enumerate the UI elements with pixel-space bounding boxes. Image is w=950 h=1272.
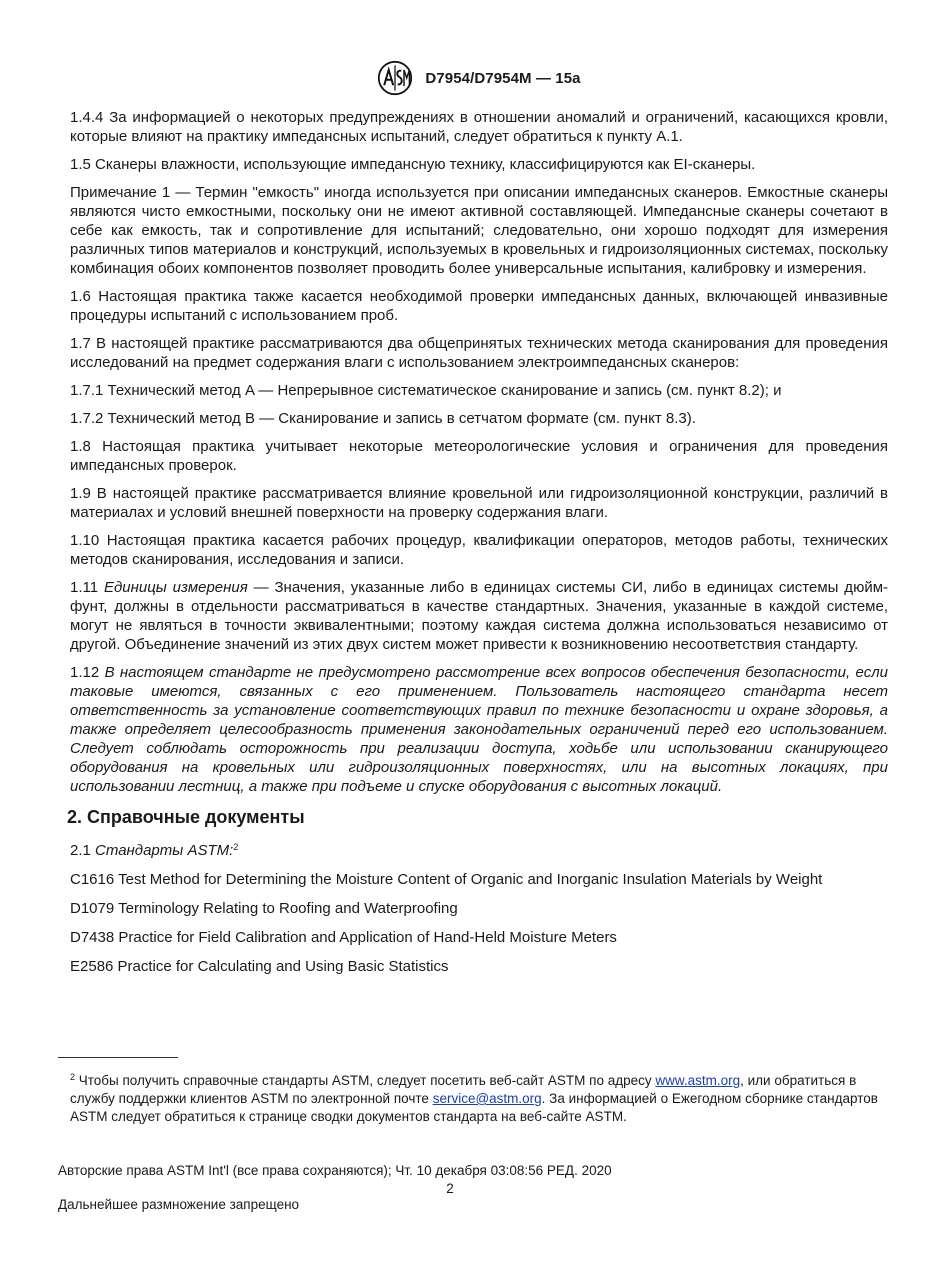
subsection-2-1 <box>70 838 888 860</box>
footnote-divider <box>58 1057 178 1058</box>
footnote-text <box>70 1068 894 1126</box>
footnote-text-part-2: , или обратиться в службу поддержки клиентов ASTM по электронной почте <box>70 1073 857 1106</box>
subsection-2-1-heading: Стандарты ASTM: <box>95 842 234 859</box>
paragraph-1-12-text: В настоящем стандарте не предусмотрено рассмотрение всех вопросов обеспечения безопасности, если таковые имеются, связанных с его применением. Пользователь настоящего стандарта несет ответственность за установление соответствующих правил по технике безопасности и охране здоровья, а также определяет целесообразность применения законодательных ограничений перед его использованием. Следует соблюдать осторожность при реализации доступа, ходьбе или использовании сканирующего оборудования на кровельных или гидроизоляционных поверхностях, или на высотных локациях, при использовании лестниц, а также при подъеме и спуске оборудования с высотных локаций. <box>70 664 888 795</box>
paragraph-1-11 <box>70 578 888 654</box>
page-number: 2 <box>446 1181 454 1196</box>
paragraph-1-4-4: 1.4.4 За информацией о некоторых предупреждениях в отношении аномалий и ограничений, касающихся кровли, которые влияют на практику импедансных испытаний, следует обратиться к пункту A.1. <box>70 109 888 145</box>
reproduction-notice: Дальнейшее размножение запрещено <box>58 1197 300 1212</box>
paragraph-1-7: 1.7 В настоящей практике рассматриваются два общепринятых технических метода сканирования для проведения исследований на предмет содержания влаги с использованием электроимпедансных сканеров: <box>70 335 888 371</box>
subsection-2-1-number: 2.1 <box>70 842 96 859</box>
page-header <box>0 60 950 96</box>
reference-item: D1079 Terminology Relating to Roofing and Waterproofing <box>70 900 458 917</box>
astm-logo-icon <box>377 60 413 96</box>
footnote-marker: 2 <box>70 1072 76 1082</box>
footnote-ref-2[interactable]: 2 <box>233 842 239 852</box>
paragraph-1-11-heading: Единицы измерения — <box>103 579 269 596</box>
reference-item: D7438 Practice for Field Calibration and Application of Hand-Held Moisture Meters <box>70 929 617 946</box>
paragraph-1-7-1: 1.7.1 Технический метод A — Непрерывное систематическое сканирование и запись (см. пункт 8.2); и <box>70 382 782 399</box>
astm-website-link[interactable]: www.astm.org <box>655 1073 741 1088</box>
service-email-link[interactable]: service@astm.org <box>432 1091 542 1106</box>
footnote-2 <box>70 1068 894 1126</box>
paragraph-1-5: 1.5 Сканеры влажности, использующие импедансную технику, классифицируются как EI-сканеры. <box>70 156 756 173</box>
paragraph-1-12 <box>70 663 888 796</box>
copyright-notice: Авторские права ASTM Int'l (все права сохраняются); Чт. 10 декабря 03:08:56 РЕД. 2020 <box>58 1163 612 1178</box>
paragraph-1-11-text: Значения, указанные либо в единицах системы СИ, либо в единицах системы дюйм-фунт, должны в отдельности рассматриваться в качестве стандартных. Значения, указанные в каждой системе, могут не являться в точности эквивалентными; поэтому каждая система должна использоваться независимо от другой. Объединение значений из этих двух систем может привести к возникновению несоответствия стандарту. <box>70 579 889 653</box>
paragraph-1-10: 1.10 Настоящая практика касается рабочих процедур, квалификации операторов, методов работы, технических методов сканирования, исследования и записи. <box>70 532 888 568</box>
paragraph-1-11-number: 1.11 <box>70 579 104 596</box>
paragraph-1-12-number: 1.12 <box>70 664 105 681</box>
footnote-text-part-3: . За информацией о Ежегодном сборнике стандартов ASTM следует обратиться к странице сводки документов стандарта на веб-сайте ASTM. <box>70 1091 878 1124</box>
paragraph-1-7-2: 1.7.2 Технический метод B — Сканирование и запись в сетчатом формате (см. пункт 8.3). <box>70 410 696 427</box>
paragraph-1-6: 1.6 Настоящая практика также касается необходимой проверки импедансных данных, включающей инвазивные процедуры испытаний с использованием проб. <box>70 288 888 324</box>
reference-item: C1616 Test Method for Determining the Moisture Content of Organic and Inorganic Insulation Materials by Weight <box>70 871 823 888</box>
note-1: Примечание 1 — Термин "емкость" иногда используется при описании импедансных сканеров. Емкостные сканеры являются чисто емкостными, поскольку они не имеют активной составляющей. Импедансные сканеры сочетают в себе как емкость, так и сопротивление для испытаний; следовательно, они хорошо подходят для измерения различных типов материалов и конструкций, используемых в кровельных и гидроизоляционных системах, поскольку комбинация обоих компонентов позволяет проводить более универсальные испытания, калибровку и измерения. <box>70 184 888 277</box>
reference-item: E2586 Practice for Calculating and Using Basic Statistics <box>70 958 449 975</box>
standard-designation: D7954/D7954M — 15a <box>425 69 581 87</box>
document-body <box>67 108 889 986</box>
section-2-title: 2. Справочные документы <box>67 807 305 827</box>
paragraph-1-8: 1.8 Настоящая практика учитывает некоторые метеорологические условия и ограничения для проведения импедансных проверок. <box>70 438 888 474</box>
footnote-text-part-1: Чтобы получить справочные стандарты ASTM, следует посетить веб-сайт ASTM по адресу <box>75 1073 656 1088</box>
paragraph-1-9: 1.9 В настоящей практике рассматривается влияние кровельной или гидроизоляционной конструкции, различий в материалах и условий внешней поверхности на проверку содержания влаги. <box>70 485 888 521</box>
